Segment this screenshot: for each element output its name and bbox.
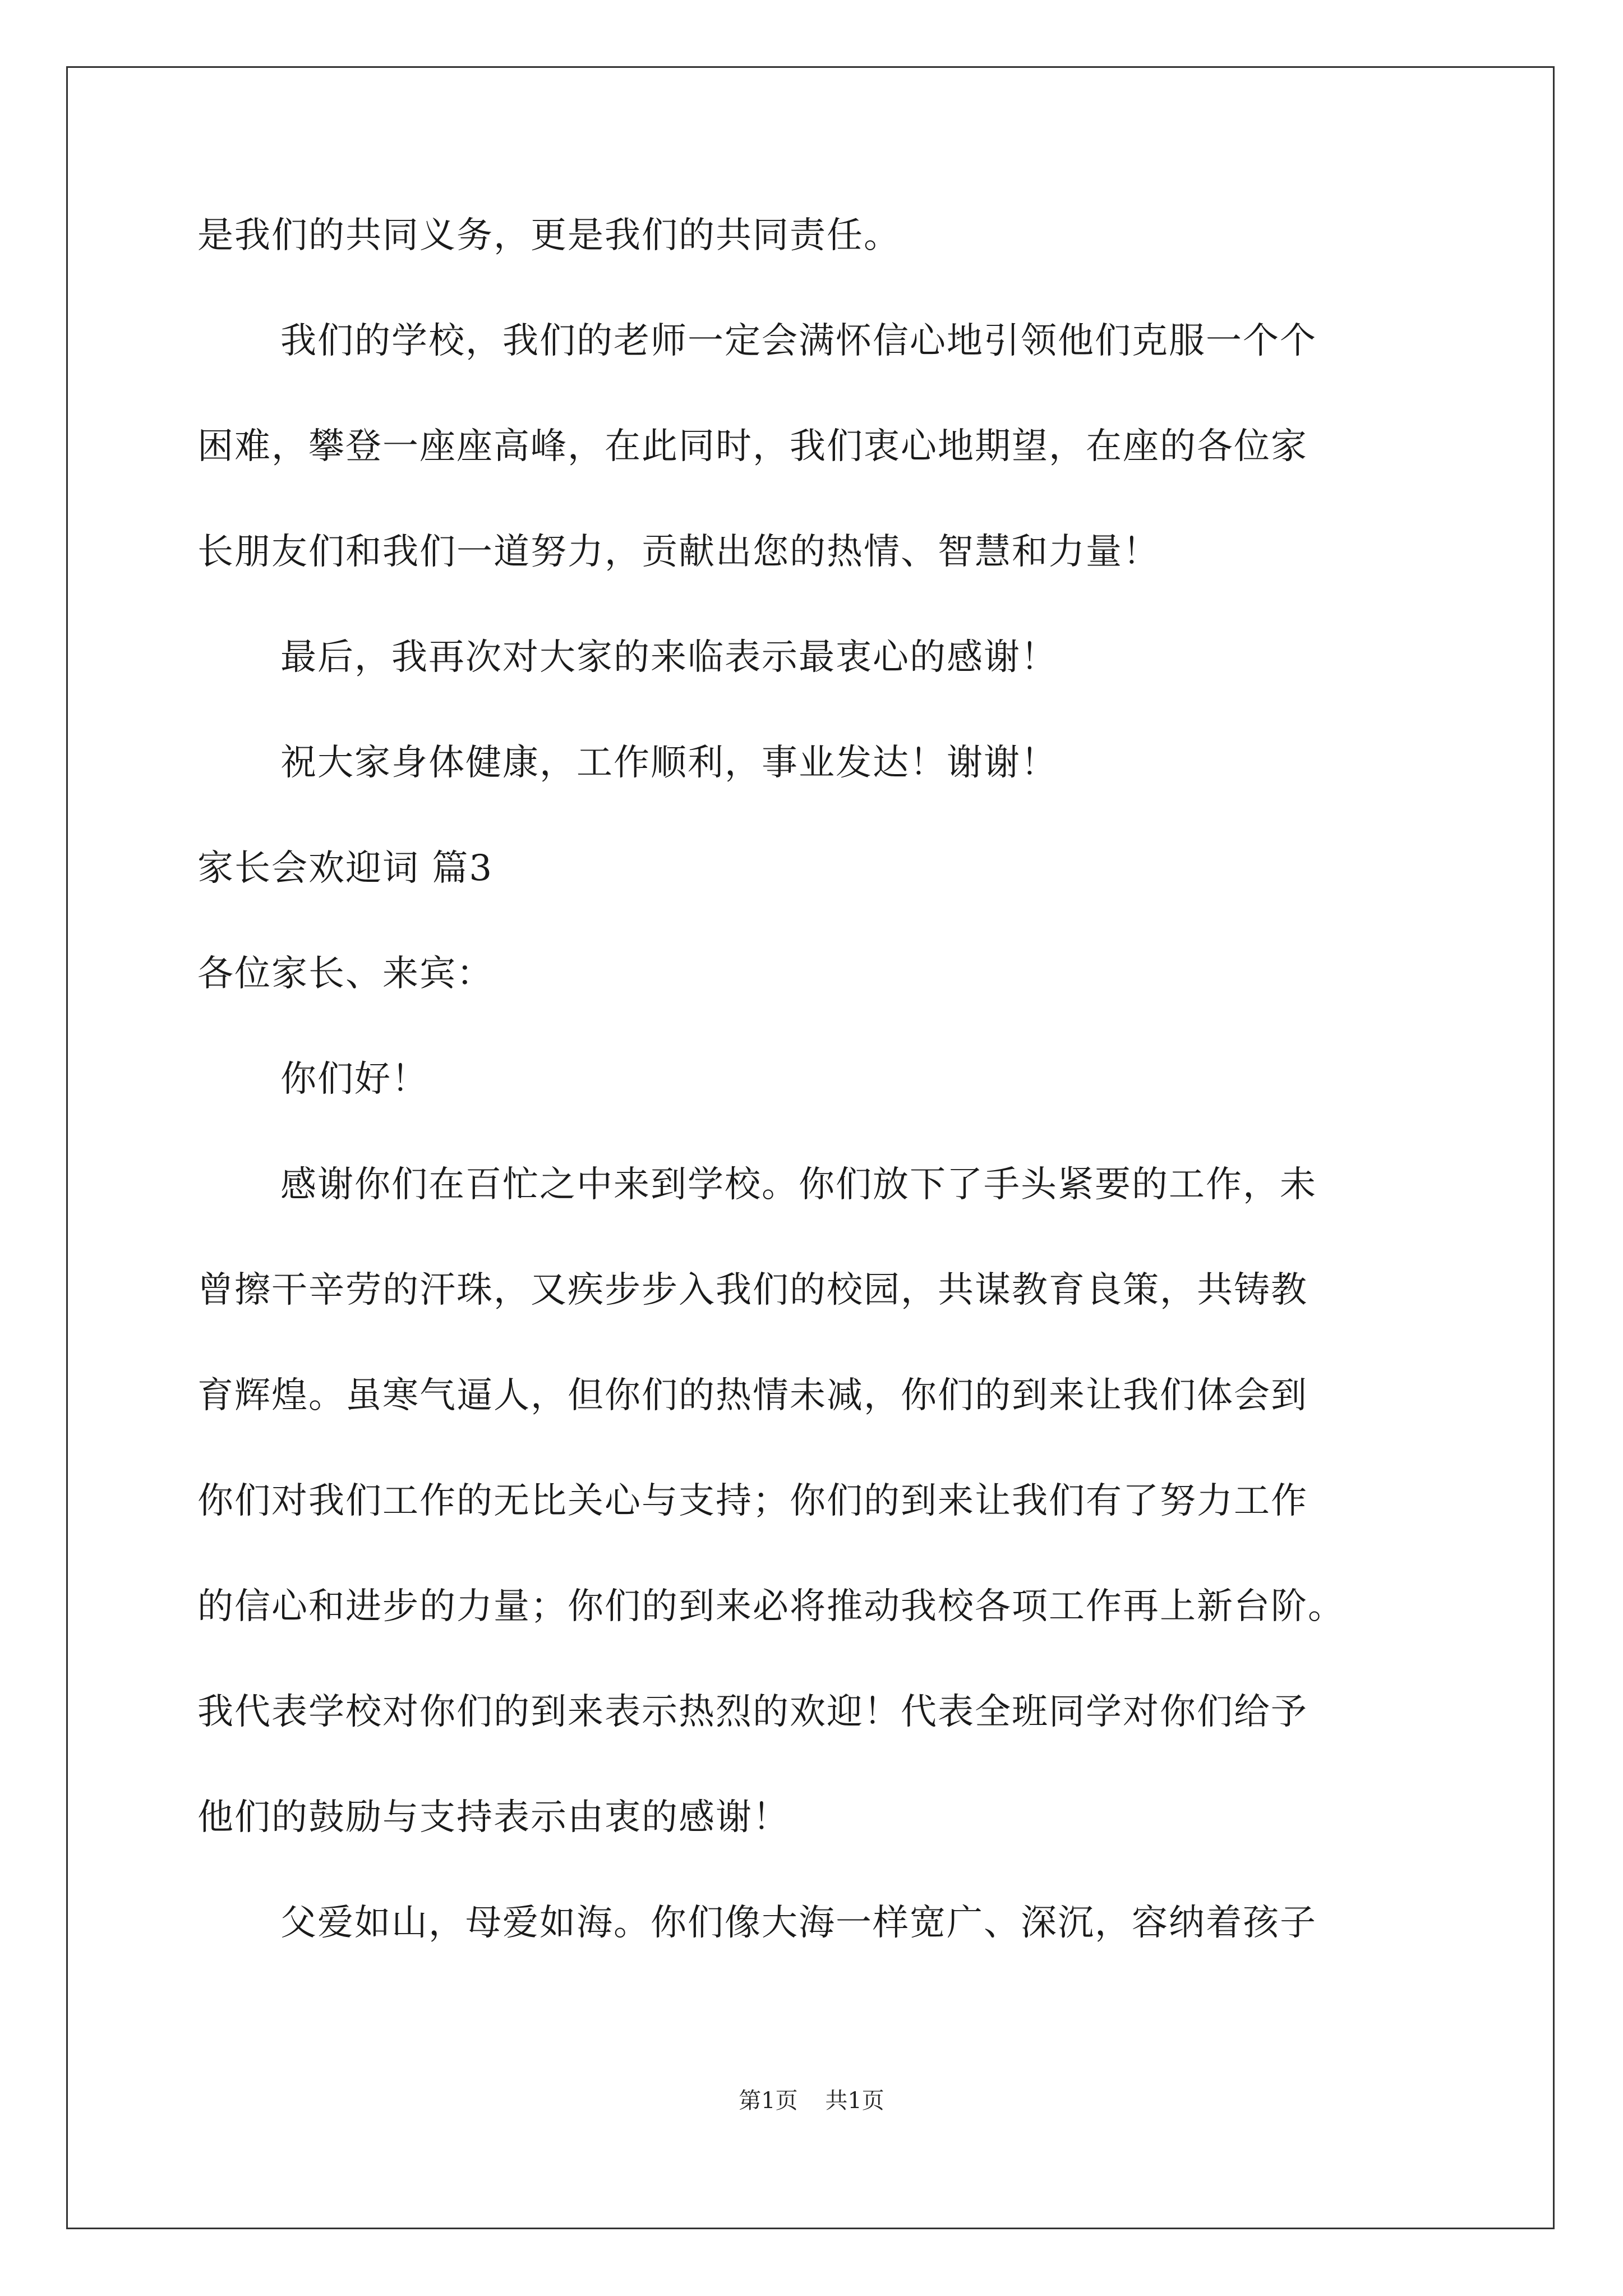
paragraph-line: 父爱如山，母爱如海。你们像大海一样宽广、深沉，容纳着孩子 [280,1902,1317,1944]
page-total: 共1页 [825,2088,884,2114]
page-footer [0,2087,1623,2115]
paragraph-line: 我代表学校对你们的到来表示热烈的欢迎！代表全班同学对你们给予 [197,1691,1308,1733]
paragraph-line: 育辉煌。虽寒气逼人，但你们的热情未减，你们的到来让我们体会到 [197,1375,1308,1416]
paragraph-line: 困难，攀登一座座高峰，在此同时，我们衷心地期望，在座的各位家 [197,426,1308,467]
paragraph-line: 的信心和进步的力量；你们的到来必将推动我校各项工作再上新台阶。 [197,1586,1345,1627]
paragraph-line: 他们的鼓励与支持表示由衷的感谢！ [197,1797,790,1838]
paragraph-line: 是我们的共同义务，更是我们的共同责任。 [197,215,901,256]
paragraph-line: 最后，我再次对大家的来临表示最衷心的感谢！ [280,637,1058,678]
paragraph-line: 你们对我们工作的无比关心与支持；你们的到来让我们有了努力工作 [197,1480,1308,1522]
page-number: 第1页 [739,2088,798,2114]
paragraph-line: 祝大家身体健康，工作顺利，事业发达！谢谢！ [280,742,1058,784]
paragraph-line: 长朋友们和我们一道努力，贡献出您的热情、智慧和力量！ [197,531,1160,573]
paragraph-line: 感谢你们在百忙之中来到学校。你们放下了手头紧要的工作，未 [280,1164,1317,1205]
section-heading: 家长会欢迎词 篇3 [197,848,494,889]
paragraph-line: 曾擦干辛劳的汗珠，又疾步步入我们的校园，共谋教育良策，共铸教 [197,1269,1308,1311]
salutation: 各位家长、来宾： [197,953,494,995]
greeting: 你们好！ [280,1059,428,1100]
paragraph-line: 我们的学校，我们的老师一定会满怀信心地引领他们克服一个个 [280,320,1317,362]
